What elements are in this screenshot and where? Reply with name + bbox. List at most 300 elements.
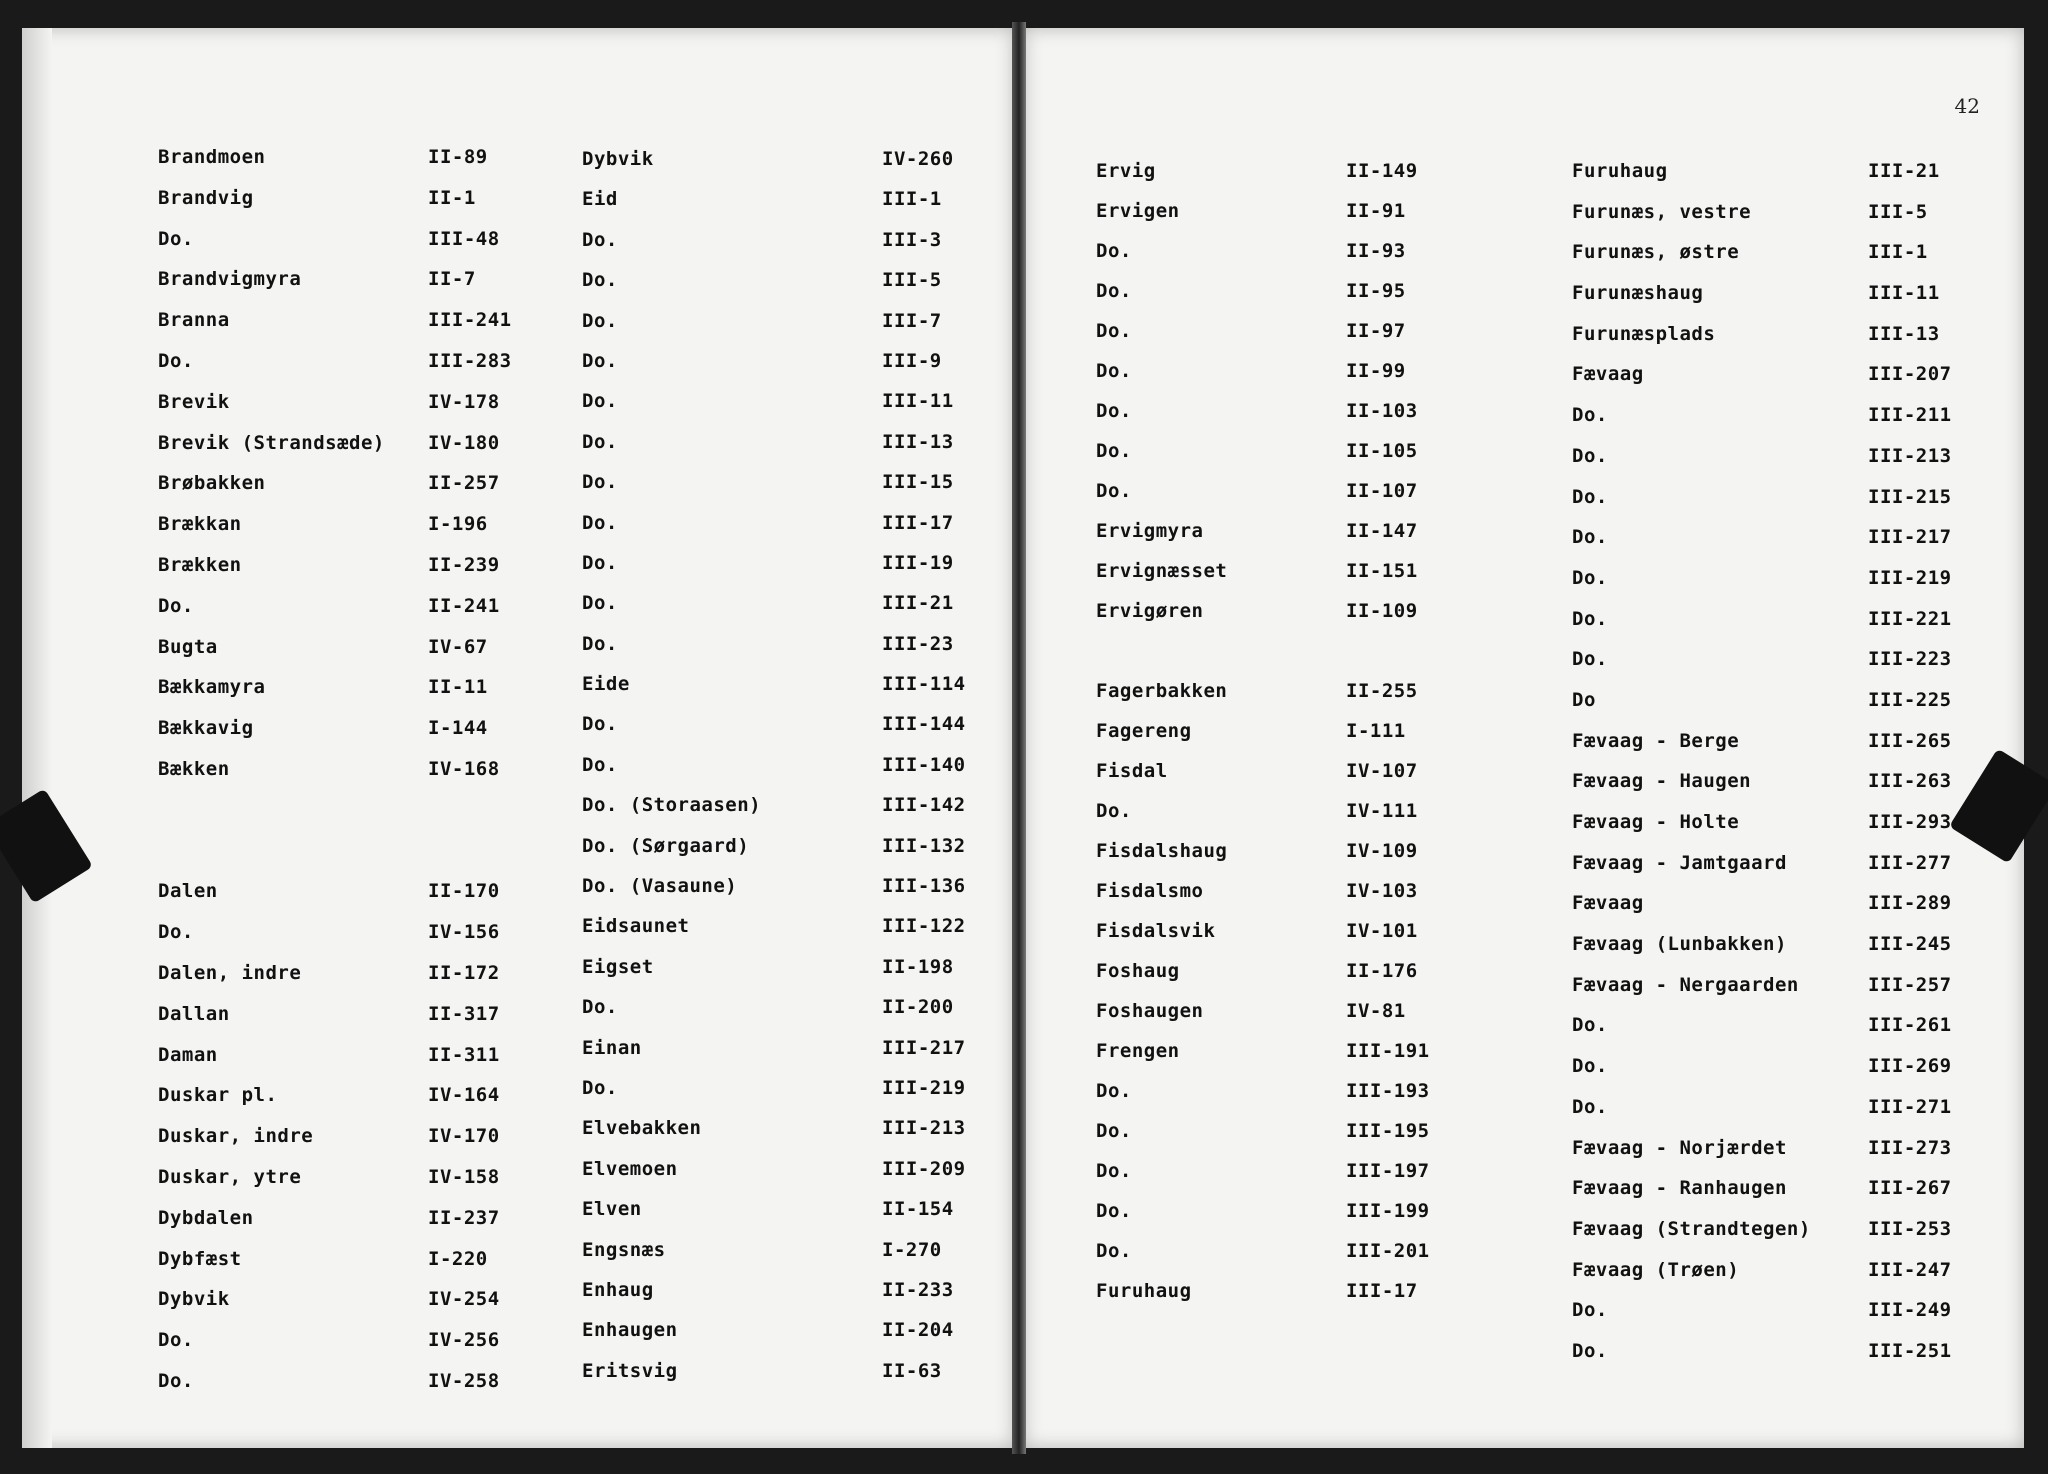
index-entry xyxy=(158,1165,500,1207)
index-entry xyxy=(1572,1299,1952,1340)
index-entry xyxy=(1096,280,1436,320)
place-name: Do xyxy=(1572,688,1596,711)
index-entry xyxy=(582,673,972,713)
record-reference: III-223 xyxy=(1868,648,1952,671)
record-reference: III-271 xyxy=(1868,1095,1952,1118)
place-name: Do. xyxy=(1572,1095,1608,1118)
record-reference: III-199 xyxy=(1346,1200,1430,1222)
record-reference: III-221 xyxy=(1868,607,1952,630)
index-entry xyxy=(158,472,500,513)
record-reference: II-198 xyxy=(882,955,954,978)
index-entry xyxy=(1096,960,1436,1000)
index-entry xyxy=(158,1288,500,1329)
index-entry xyxy=(1096,1080,1436,1120)
place-name: Do. xyxy=(582,713,618,736)
record-reference: II-109 xyxy=(1346,600,1418,622)
place-name: Do. xyxy=(582,632,618,655)
record-reference: III-132 xyxy=(882,834,966,857)
place-name: Do. xyxy=(1572,607,1608,630)
index-entry xyxy=(1096,1040,1436,1080)
record-reference: III-257 xyxy=(1868,973,1952,996)
place-name: Do. xyxy=(1572,444,1608,467)
place-name: Fævaag (Trøen) xyxy=(1572,1258,1740,1281)
index-entry xyxy=(582,269,972,309)
left-page-edge xyxy=(22,28,52,1448)
index-entry xyxy=(158,431,500,473)
place-name: Do. xyxy=(1572,526,1608,549)
index-entry xyxy=(1096,440,1436,480)
index-entry xyxy=(158,880,500,921)
record-reference: III-265 xyxy=(1868,729,1952,752)
place-name: Enhaugen xyxy=(582,1319,678,1342)
index-entry xyxy=(158,309,512,350)
record-reference: II-1 xyxy=(428,186,476,209)
index-entry xyxy=(1572,688,1952,730)
record-reference: II-172 xyxy=(428,961,500,984)
record-reference: IV-101 xyxy=(1346,920,1418,942)
record-reference: III-213 xyxy=(1868,444,1952,467)
index-entry xyxy=(582,1117,972,1157)
record-reference: II-147 xyxy=(1346,520,1418,542)
place-name: Brækkan xyxy=(158,513,242,536)
index-entry xyxy=(1096,1240,1436,1280)
place-name: Ervigøren xyxy=(1096,600,1204,622)
place-name: Fisdal xyxy=(1096,760,1168,782)
place-name: Frengen xyxy=(1096,1040,1180,1062)
place-name: Do. xyxy=(1096,1080,1132,1102)
place-name: Dalen, indre xyxy=(158,961,302,984)
index-entry xyxy=(582,1360,972,1400)
place-name: Do. (Vasaune) xyxy=(582,875,738,898)
record-reference: IV-158 xyxy=(428,1165,500,1188)
record-reference: III-191 xyxy=(1346,1040,1430,1062)
index-entry xyxy=(582,1279,972,1319)
index-entry xyxy=(158,840,488,881)
record-reference: IV-111 xyxy=(1346,800,1418,822)
index-entry xyxy=(158,268,488,309)
index-entry xyxy=(1096,200,1436,240)
record-reference: II-239 xyxy=(428,553,500,576)
index-entry xyxy=(158,636,488,677)
place-name: Bækkavig xyxy=(158,717,254,740)
place-name: Do. xyxy=(1572,1299,1608,1322)
place-name: Elvebakken xyxy=(582,1117,702,1140)
index-entry xyxy=(1096,640,1436,680)
place-name: Do. xyxy=(1096,280,1132,302)
index-entry xyxy=(1096,560,1436,600)
index-entry xyxy=(158,1369,500,1411)
record-reference: III-15 xyxy=(882,471,954,494)
index-entry xyxy=(582,956,972,996)
index-entry xyxy=(1572,1095,1952,1137)
record-reference: III-17 xyxy=(882,511,954,534)
place-name: Ervigmyra xyxy=(1096,520,1204,542)
record-reference: III-283 xyxy=(428,349,512,372)
place-name: Duskar, ytre xyxy=(158,1165,302,1188)
index-entry xyxy=(582,512,972,552)
place-name: Do. xyxy=(582,349,618,372)
index-entry xyxy=(582,875,972,915)
place-name: Do. xyxy=(582,228,618,251)
record-reference: II-63 xyxy=(882,1359,942,1382)
index-entry xyxy=(1096,1160,1436,1200)
record-reference: IV-164 xyxy=(428,1084,500,1107)
index-entry xyxy=(1096,720,1436,760)
index-entry xyxy=(158,1084,500,1125)
index-entry xyxy=(1572,1055,1952,1096)
index-column-4 xyxy=(1572,160,1952,1381)
place-name: Fisdalshaug xyxy=(1096,840,1228,862)
place-name: Ervignæsset xyxy=(1096,560,1228,582)
index-entry xyxy=(1572,566,1952,608)
place-name: Fævaag - Holte xyxy=(1572,811,1740,833)
record-reference: II-255 xyxy=(1346,680,1418,702)
record-reference: III-5 xyxy=(882,269,942,292)
record-reference: IV-156 xyxy=(428,921,500,944)
record-reference: II-317 xyxy=(428,1002,500,1025)
place-name: Dybvik xyxy=(158,1288,230,1311)
record-reference: III-3 xyxy=(882,228,942,251)
place-name: Fævaag (Lunbakken) xyxy=(1572,933,1787,956)
index-entry xyxy=(1096,600,1436,640)
index-entry xyxy=(1572,485,1952,527)
index-entry xyxy=(582,188,972,228)
index-entry xyxy=(582,1319,972,1359)
index-entry xyxy=(158,1043,500,1085)
record-reference: II-154 xyxy=(882,1198,954,1221)
record-reference: III-253 xyxy=(1868,1217,1952,1240)
record-reference: III-11 xyxy=(1868,282,1940,305)
record-reference: III-217 xyxy=(1868,526,1952,549)
record-reference: III-245 xyxy=(1868,933,1952,956)
record-reference: II-99 xyxy=(1346,360,1406,382)
index-entry xyxy=(1572,241,1948,282)
record-reference: II-151 xyxy=(1346,560,1418,582)
record-reference: III-193 xyxy=(1346,1080,1430,1102)
index-entry xyxy=(1572,363,1952,404)
record-reference: II-91 xyxy=(1346,200,1406,222)
index-entry xyxy=(582,350,972,390)
record-reference: II-170 xyxy=(428,880,500,903)
record-reference: I-270 xyxy=(882,1238,942,1261)
place-name: Do. xyxy=(1572,404,1608,427)
record-reference: III-225 xyxy=(1868,688,1952,711)
record-reference: III-1 xyxy=(882,188,942,211)
place-name: Bækken xyxy=(158,757,230,780)
place-name: Do. xyxy=(582,1076,618,1099)
index-entry xyxy=(158,961,500,1003)
place-name: Brækken xyxy=(158,553,242,576)
index-entry xyxy=(582,1077,972,1117)
record-reference: III-269 xyxy=(1868,1055,1952,1078)
place-name: Furunæshaug xyxy=(1572,282,1704,305)
place-name: Do. xyxy=(1096,240,1132,262)
place-name: Branna xyxy=(158,309,230,332)
record-reference: III-48 xyxy=(428,227,500,250)
place-name: Do. xyxy=(582,551,618,574)
place-name: Brøbakken xyxy=(158,472,266,495)
index-entry xyxy=(582,1198,972,1238)
record-reference: IV-180 xyxy=(428,431,500,454)
index-entry xyxy=(1572,851,1952,893)
place-name: Eigset xyxy=(582,955,654,978)
place-name: Eritsvig xyxy=(582,1359,678,1382)
record-reference: IV-67 xyxy=(428,635,488,658)
place-name: Do. (Storaasen) xyxy=(582,794,762,817)
place-name: Furunæs, østre xyxy=(1572,241,1740,264)
record-reference: III-21 xyxy=(882,592,954,615)
record-reference: III-293 xyxy=(1868,811,1952,833)
place-name: Do. xyxy=(1096,480,1132,502)
record-reference: III-241 xyxy=(428,309,512,332)
place-name: Engsnæs xyxy=(582,1238,666,1261)
place-name: Furunæs, vestre xyxy=(1572,200,1752,223)
index-column-2 xyxy=(582,148,972,1400)
place-name: Eidsaunet xyxy=(582,915,690,938)
index-entry xyxy=(158,717,488,758)
place-name: Do. xyxy=(582,390,618,413)
record-reference: IV-103 xyxy=(1346,880,1418,902)
index-entry xyxy=(582,1158,972,1198)
index-entry xyxy=(1572,648,1952,689)
place-name: Bugta xyxy=(158,635,218,658)
index-entry xyxy=(1096,800,1436,840)
record-reference: IV-254 xyxy=(428,1288,500,1311)
record-reference: III-217 xyxy=(882,1036,966,1059)
place-name: Eid xyxy=(582,188,618,211)
place-name: Do. xyxy=(1096,800,1132,822)
index-entry xyxy=(582,229,972,269)
place-name: Do. xyxy=(1096,1160,1132,1182)
place-name: Enhaug xyxy=(582,1278,654,1301)
index-entry xyxy=(1096,1000,1436,1040)
record-reference: III-114 xyxy=(882,673,966,696)
index-entry xyxy=(1096,480,1436,520)
record-reference: I-196 xyxy=(428,513,488,536)
record-reference: III-23 xyxy=(882,632,954,655)
record-reference: III-136 xyxy=(882,875,966,898)
record-reference: II-149 xyxy=(1346,160,1418,182)
index-entry xyxy=(158,146,488,187)
index-entry xyxy=(582,552,972,592)
index-entry xyxy=(1096,320,1436,360)
index-entry xyxy=(1096,360,1436,400)
record-reference: II-105 xyxy=(1346,440,1418,462)
place-name: Do. xyxy=(582,753,618,776)
place-name: Do. xyxy=(158,227,194,250)
index-entry xyxy=(1572,160,1948,201)
index-entry xyxy=(1572,729,1952,771)
index-entry xyxy=(158,1248,488,1289)
place-name: Do. xyxy=(1096,1120,1132,1142)
index-entry xyxy=(1096,680,1436,720)
record-reference: III-215 xyxy=(1868,485,1952,508)
place-name: Fævaag xyxy=(1572,892,1644,915)
place-name: Elven xyxy=(582,1198,642,1221)
index-entry xyxy=(582,835,972,875)
place-name: Ervig xyxy=(1096,160,1156,182)
record-reference: III-19 xyxy=(882,551,954,574)
place-name: Brevik xyxy=(158,390,230,413)
index-entry xyxy=(1572,1258,1952,1300)
record-reference: III-267 xyxy=(1868,1177,1952,1200)
record-reference: III-201 xyxy=(1346,1240,1430,1262)
place-name: Do. xyxy=(582,269,618,292)
index-entry xyxy=(158,513,488,554)
index-entry xyxy=(582,471,972,511)
record-reference: IV-178 xyxy=(428,390,500,413)
place-name: Do. xyxy=(582,430,618,453)
record-reference: III-289 xyxy=(1868,892,1952,915)
index-entry xyxy=(1572,892,1952,933)
place-name: Brandvig xyxy=(158,186,254,209)
record-reference: IV-258 xyxy=(428,1369,500,1392)
index-entry xyxy=(1572,1177,1952,1218)
index-entry xyxy=(158,799,488,840)
index-entry xyxy=(158,1329,500,1370)
record-reference: II-93 xyxy=(1346,240,1406,262)
index-entry xyxy=(1572,526,1952,567)
record-reference: IV-170 xyxy=(428,1125,500,1148)
index-entry xyxy=(1572,201,1948,242)
record-reference: IV-260 xyxy=(882,148,954,170)
index-entry xyxy=(582,390,972,430)
record-reference: III-195 xyxy=(1346,1120,1430,1142)
record-reference: III-11 xyxy=(882,390,954,413)
place-name: Do. xyxy=(1572,485,1608,508)
record-reference: III-197 xyxy=(1346,1160,1430,1182)
place-name: Fævaag (Strandtegen) xyxy=(1572,1217,1811,1240)
place-name: Brevik (Strandsæde) xyxy=(158,431,385,454)
place-name: Dybvik xyxy=(582,148,654,170)
place-name: Fævaag - Nergaarden xyxy=(1572,973,1799,996)
record-reference: I-111 xyxy=(1346,720,1406,742)
place-name: Fævaag xyxy=(1572,363,1644,386)
record-reference: III-17 xyxy=(1346,1280,1418,1302)
index-entry xyxy=(158,553,500,595)
index-entry xyxy=(582,1239,972,1279)
place-name: Do. xyxy=(158,921,194,944)
place-name: Do. (Sørgaard) xyxy=(582,834,750,857)
index-entry xyxy=(158,757,500,799)
record-reference: II-89 xyxy=(428,146,488,168)
record-reference: II-311 xyxy=(428,1043,500,1066)
record-reference: III-277 xyxy=(1868,851,1952,874)
record-reference: III-263 xyxy=(1868,770,1952,793)
index-entry xyxy=(158,390,500,432)
record-reference: IV-256 xyxy=(428,1329,500,1352)
index-entry xyxy=(1572,607,1952,649)
index-entry xyxy=(158,676,488,717)
record-reference: II-257 xyxy=(428,472,500,495)
place-name: Fævaag - Jamtgaard xyxy=(1572,851,1787,874)
place-name: Dalen xyxy=(158,880,218,903)
index-entry xyxy=(1572,770,1952,811)
record-reference: III-211 xyxy=(1868,404,1952,427)
place-name: Bækkamyra xyxy=(158,676,266,699)
record-reference: II-200 xyxy=(882,996,954,1019)
index-entry xyxy=(158,1002,500,1044)
place-name: Do. xyxy=(1096,1200,1132,1222)
place-name: Daman xyxy=(158,1043,218,1066)
record-reference: I-144 xyxy=(428,717,488,740)
place-name: Do. xyxy=(1096,440,1132,462)
place-name: Do. xyxy=(582,592,618,615)
record-reference: III-219 xyxy=(882,1076,966,1099)
index-entry xyxy=(582,431,972,471)
index-entry xyxy=(158,1125,500,1166)
record-reference: II-7 xyxy=(428,268,476,291)
place-name: Fævaag - Berge xyxy=(1572,729,1740,752)
record-reference: II-95 xyxy=(1346,280,1406,302)
index-entry xyxy=(1096,840,1436,880)
record-reference: II-233 xyxy=(882,1278,954,1301)
place-name: Fisdalsvik xyxy=(1096,920,1216,942)
index-entry xyxy=(1572,973,1952,1015)
index-entry xyxy=(1096,400,1436,440)
record-reference: II-204 xyxy=(882,1319,954,1342)
record-reference: III-261 xyxy=(1868,1014,1952,1037)
index-entry xyxy=(582,592,972,632)
record-reference: II-103 xyxy=(1346,400,1418,422)
record-reference: III-13 xyxy=(1868,322,1940,345)
index-entry xyxy=(582,754,972,794)
place-name: Duskar pl. xyxy=(158,1084,278,1107)
place-name: Dybdalen xyxy=(158,1206,254,1229)
index-entry xyxy=(1096,240,1436,280)
index-entry xyxy=(158,921,500,962)
index-entry xyxy=(582,148,972,188)
record-reference: II-97 xyxy=(1346,320,1406,342)
place-name: Do. xyxy=(1572,566,1608,589)
index-entry xyxy=(1096,1200,1436,1240)
index-entry xyxy=(582,794,972,834)
index-entry xyxy=(1572,1014,1952,1055)
index-entry xyxy=(1572,811,1952,852)
record-reference: III-219 xyxy=(1868,566,1952,589)
record-reference: III-144 xyxy=(882,713,966,736)
record-reference: III-1 xyxy=(1868,241,1928,264)
place-name: Elvemoen xyxy=(582,1157,678,1180)
record-reference: III-209 xyxy=(882,1157,966,1180)
record-reference: IV-109 xyxy=(1346,840,1418,862)
record-reference: III-5 xyxy=(1868,200,1928,223)
index-entry xyxy=(1572,444,1952,486)
place-name: Do. xyxy=(158,349,194,372)
index-entry xyxy=(158,349,512,391)
index-entry xyxy=(582,713,972,753)
record-reference: IV-81 xyxy=(1346,1000,1406,1022)
record-reference: I-220 xyxy=(428,1247,488,1270)
record-reference: III-142 xyxy=(882,794,966,817)
record-reference: III-251 xyxy=(1868,1339,1952,1362)
place-name: Do. xyxy=(1572,648,1608,671)
index-entry xyxy=(582,1037,972,1077)
place-name: Eide xyxy=(582,673,630,696)
place-name: Do. xyxy=(1572,1055,1608,1078)
record-reference: II-237 xyxy=(428,1206,500,1229)
place-name: Foshaug xyxy=(1096,960,1180,982)
place-name: Duskar, indre xyxy=(158,1125,314,1148)
record-reference: III-247 xyxy=(1868,1258,1952,1281)
index-entry xyxy=(1572,404,1952,445)
place-name: Do. xyxy=(158,1329,194,1352)
place-name: Do. xyxy=(158,594,194,617)
place-name: Furunæsplads xyxy=(1572,322,1716,345)
index-entry xyxy=(158,227,500,269)
index-entry xyxy=(1096,1280,1436,1320)
place-name: Do. xyxy=(1572,1339,1608,1362)
